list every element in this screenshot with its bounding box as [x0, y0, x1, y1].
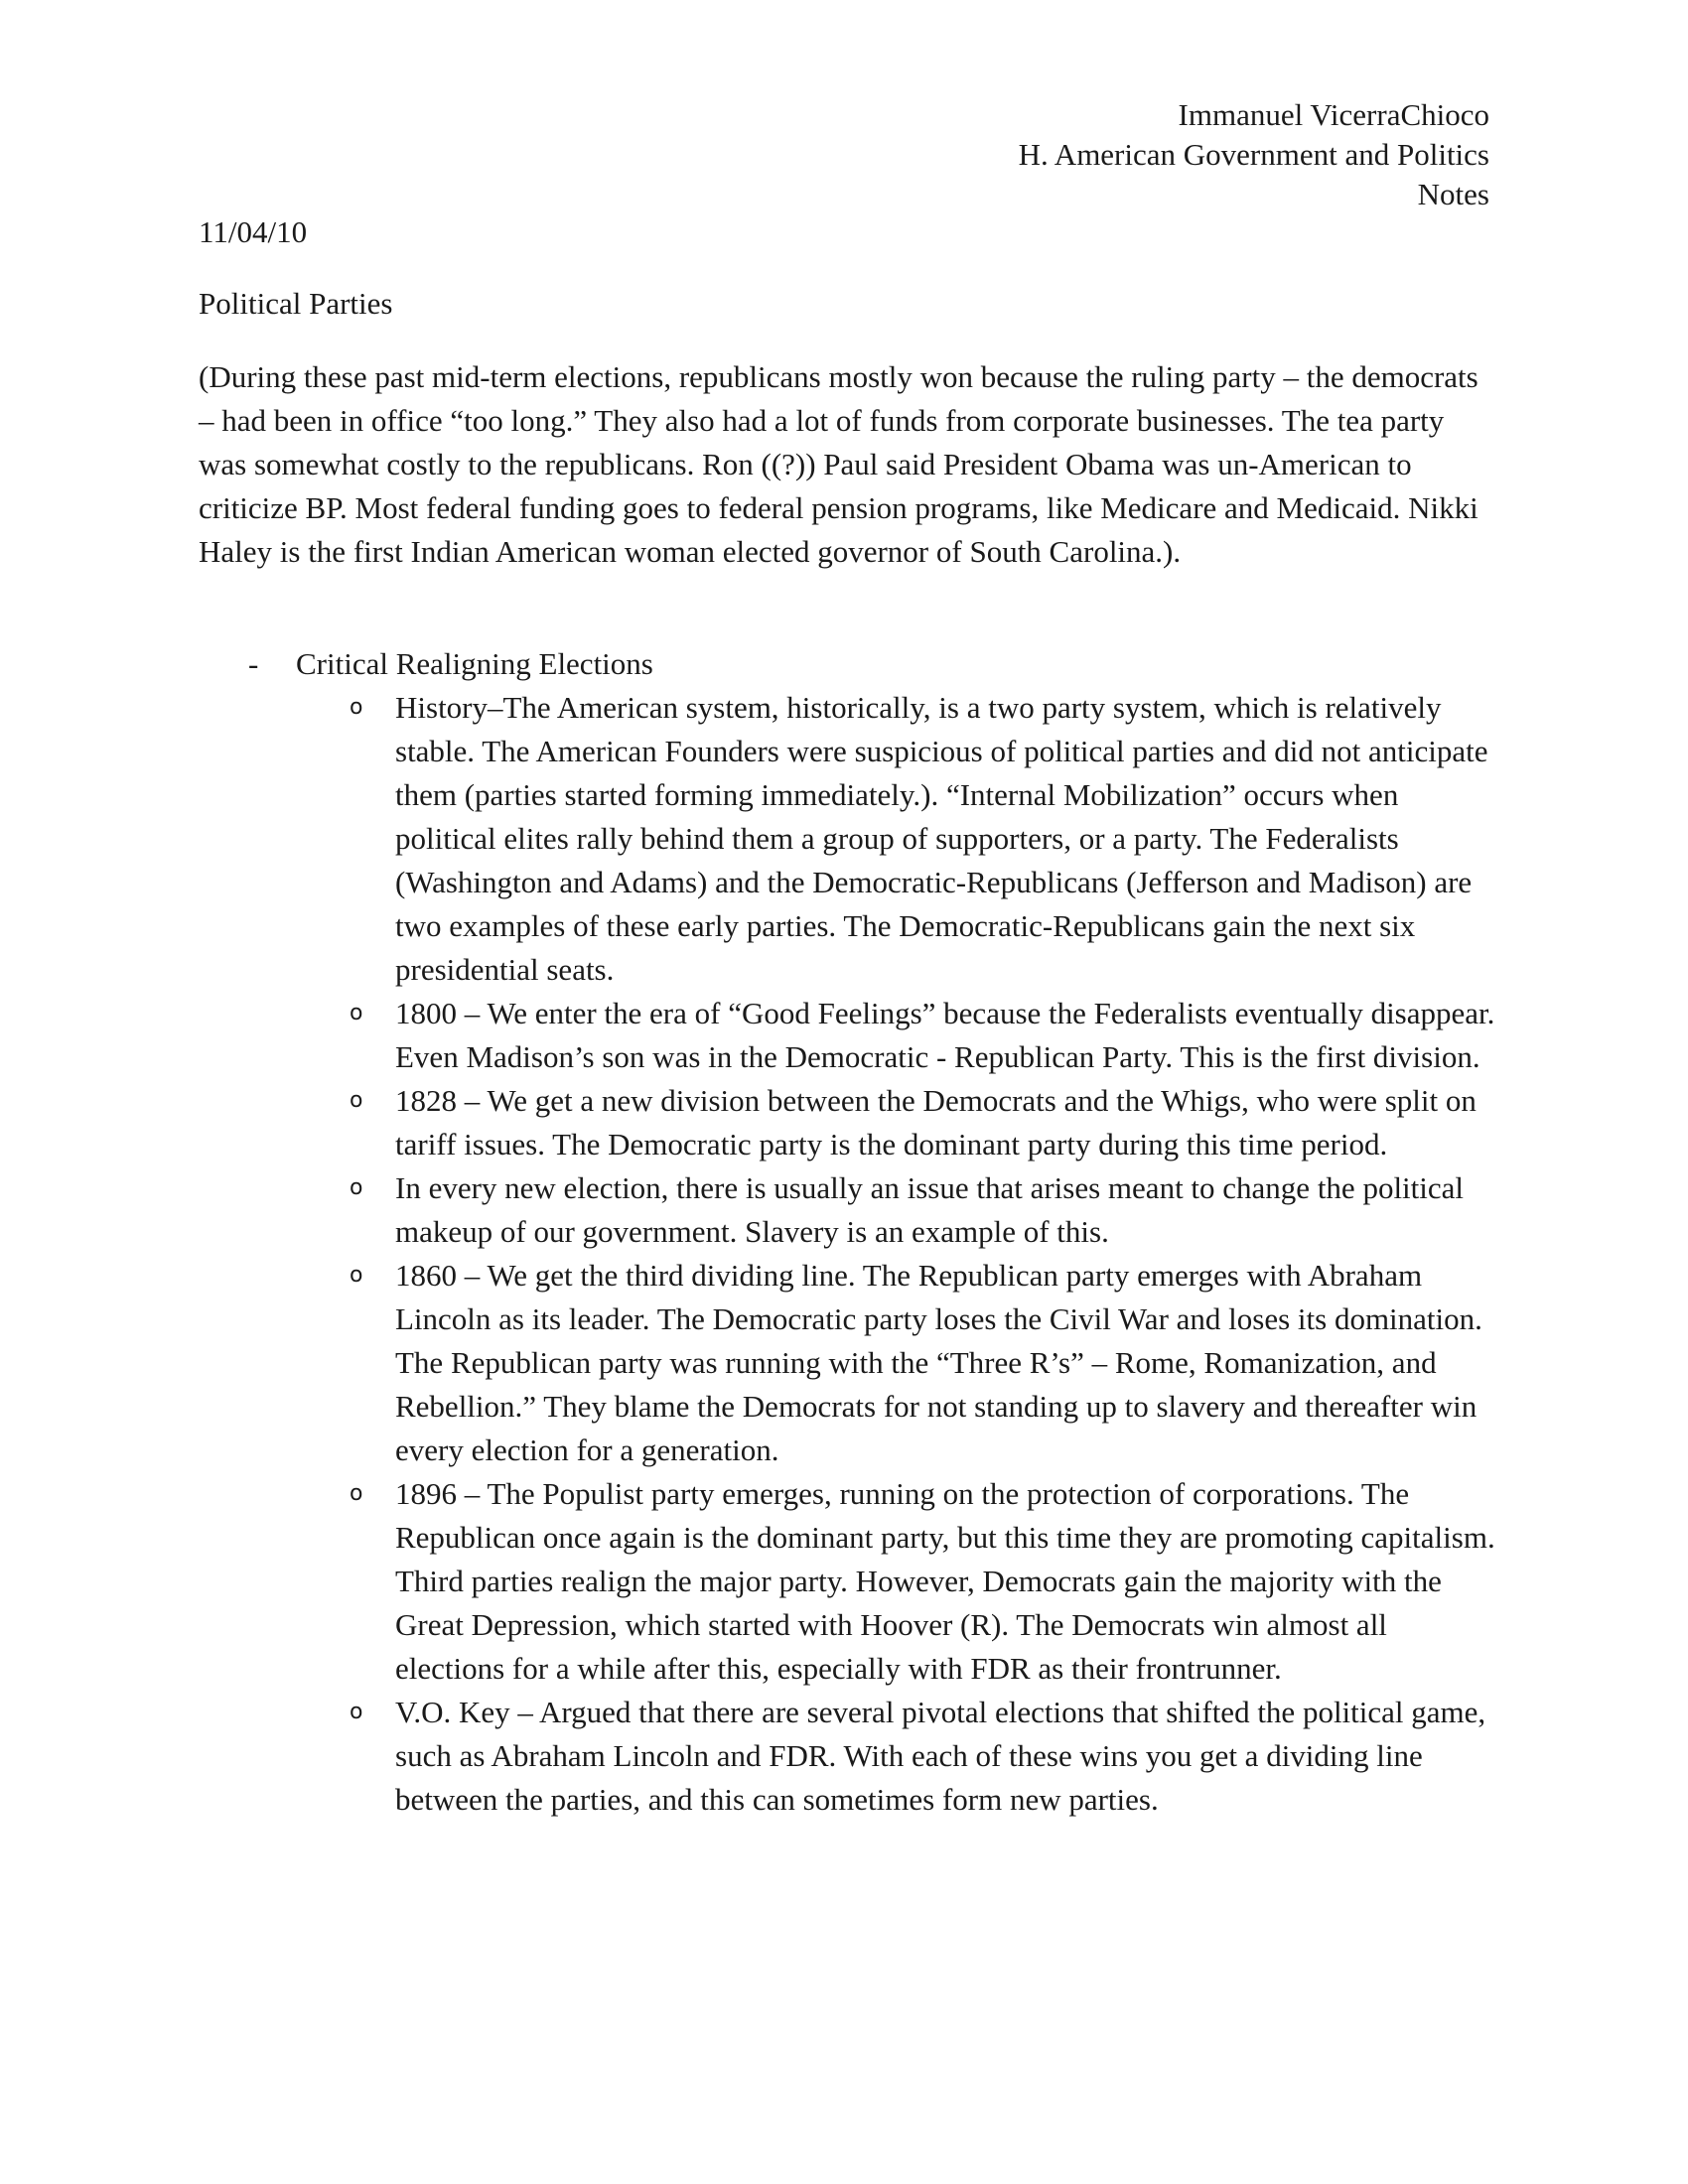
- list-item: [199, 1691, 1499, 1822]
- list-item: [199, 686, 1499, 992]
- course-name: H. American Government and Politics: [1018, 137, 1489, 172]
- header-block: [1019, 95, 1489, 214]
- page-title: Political Parties: [199, 286, 393, 321]
- circle-bullet-icon: o: [350, 1088, 363, 1113]
- list-item-text: 1860 – We get the third dividing line. The Republican party emerges with Abraham Lincoln as its leader. The Democratic party loses the Civil War and loses its domination. The Republican party was running with the “Three R’s” – Rome, Romanization, and Rebellion.” They blame the Democrats for not standing up to slavery and thereafter win every election for a generation.: [395, 1258, 1482, 1467]
- circle-bullet-icon: o: [350, 1175, 363, 1200]
- circle-bullet-icon: o: [350, 1263, 363, 1288]
- list-item-text: History–The American system, historically, is a two party system, which is relatively stable. The American Founders were suspicious of political parties and did not anticipate them (parties started forming immediately.). “Internal Mobilization” occurs when political elites rally behind them a group of supporters, or a party. The Federalists (Washington and Adams) and the Democratic-Republicans (Jefferson and Madison) are two examples of these early parties. The Democratic-Republicans gain the next six presidential seats.: [395, 690, 1488, 987]
- outline-heading: Critical Realigning Elections: [296, 646, 653, 681]
- list-item-text: V.O. Key – Argued that there are several pivotal elections that shifted the political game, such as Abraham Lincoln and FDR. With each of these wins you get a dividing line between the parties, and this can sometimes form new parties.: [395, 1695, 1486, 1817]
- list-item: [199, 992, 1499, 1079]
- list-item-text: In every new election, there is usually an issue that arises meant to change the political makeup of our government. Slavery is an example of this.: [395, 1170, 1465, 1249]
- circle-bullet-icon: o: [350, 1700, 363, 1724]
- circle-bullet-icon: o: [350, 1481, 363, 1506]
- author-name: Immanuel VicerraChioco: [1178, 97, 1489, 132]
- date: 11/04/10: [199, 214, 308, 249]
- list-item: [199, 1079, 1499, 1166]
- circle-bullet-icon: o: [350, 695, 363, 720]
- sub-bullet-list: [199, 686, 1499, 1822]
- intro-paragraph: (During these past mid-term elections, republicans mostly won because the ruling party – the democrats – had been in office “too long.” They also had a lot of funds from corporate businesses. The tea party was somewhat costly to the republicans. Ron ((?)) Paul said President Obama was un-American to criticize BP. Most federal funding goes to federal pension programs, like Medicare and Medicaid. Nikki Haley is the first Indian American woman elected governor of South Carolina.).: [199, 359, 1478, 569]
- list-item: [199, 1166, 1499, 1254]
- list-item: [199, 1254, 1499, 1472]
- list-item-text: 1896 – The Populist party emerges, running on the protection of corporations. The Republican once again is the dominant party, but this time they are promoting capitalism. Third parties realign the major party. However, Democrats gain the majority with the Great Depression, which started with Hoover (R). The Democrats win almost all elections for a while after this, especially with FDR as their frontrunner.: [395, 1476, 1495, 1686]
- list-item: [199, 1472, 1499, 1691]
- circle-bullet-icon: o: [350, 1001, 363, 1025]
- list-item-text: 1828 – We get a new division between the Democrats and the Whigs, who were split on tariff issues. The Democratic party is the dominant party during this time period.: [395, 1083, 1477, 1161]
- list-item-text: 1800 – We enter the era of “Good Feelings” because the Federalists eventually disappear. Even Madison’s son was in the Democratic - Republican Party. This is the first division.: [395, 996, 1495, 1074]
- dash-bullet: -: [248, 646, 259, 681]
- document-type: Notes: [1417, 177, 1489, 211]
